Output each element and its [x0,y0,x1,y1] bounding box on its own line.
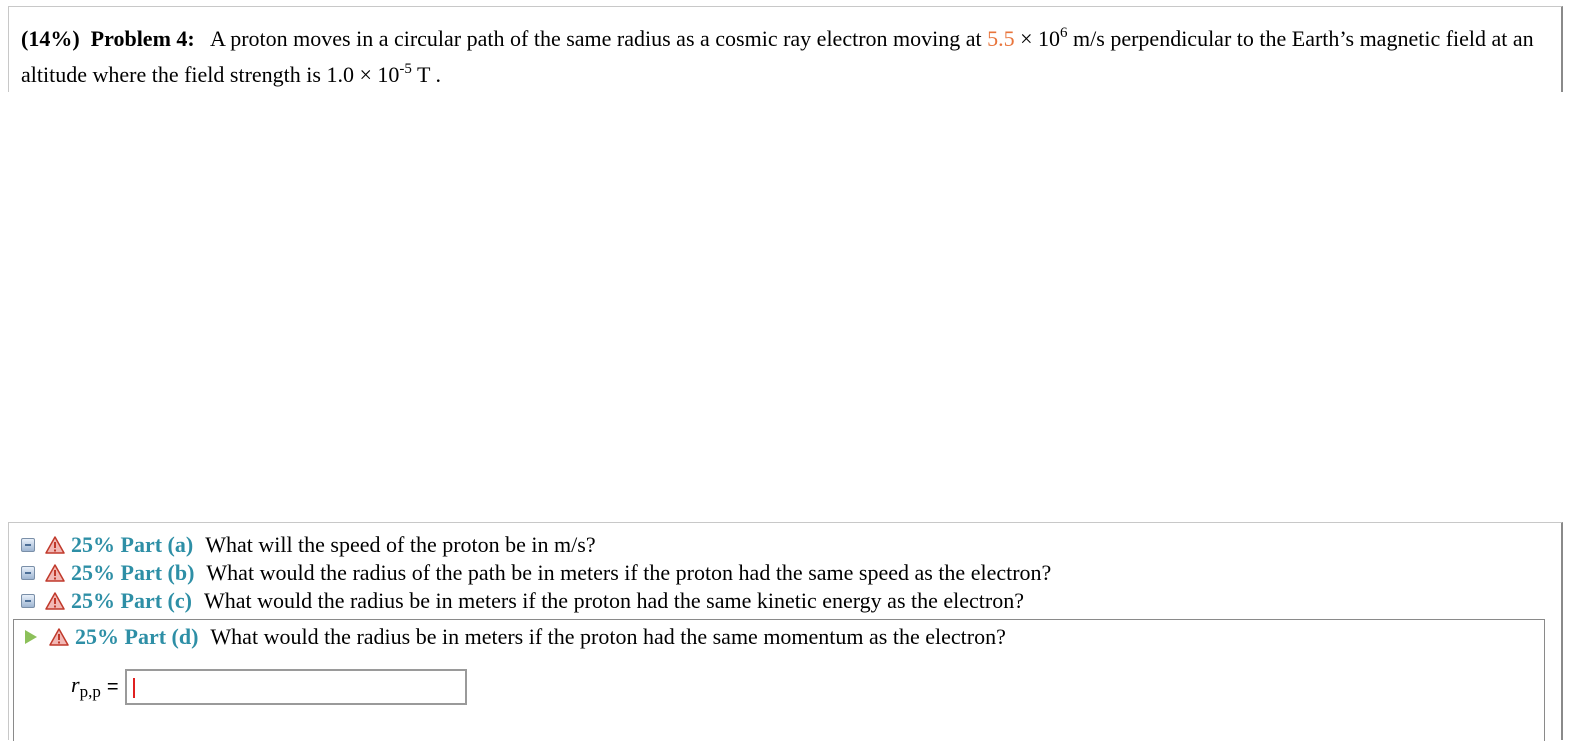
parts-panel [8,522,1563,740]
warning-icon [45,536,65,554]
minus-box-icon[interactable] [21,566,35,580]
part-a-row[interactable] [21,531,596,559]
variable-symbol: r [71,672,80,697]
minus-box-icon[interactable] [21,538,35,552]
problem-text-a: A proton moves in a circular path of the same radius as a cosmic ray electron moving at [210,26,988,51]
part-a-question: What will the speed of the proton be in m/s? [205,532,596,557]
part-d-label[interactable]: 25% Part (d) [75,624,199,649]
problem-text [21,21,1551,93]
variable-subscript: p,p [79,682,101,701]
part-d-question: What would the radius be in meters if the proton had the same momentum as the electron? [210,624,1006,649]
field-exponent: -5 [399,61,412,77]
part-d-row[interactable] [23,623,1006,651]
warning-icon [45,564,65,582]
play-arrow-icon[interactable] [25,630,37,644]
warning-icon [45,592,65,610]
answer-variable [71,672,101,702]
part-c-row[interactable] [21,587,1024,615]
text-caret [133,678,135,698]
speed-value: 5.5 [987,26,1015,51]
part-a-label[interactable]: 25% Part (a) [71,532,194,557]
part-c-label[interactable]: 25% Part (c) [71,588,192,613]
problem-text-c: T . [411,62,442,87]
warning-icon [49,628,69,646]
times-ten: × 10 [1014,26,1061,51]
part-b-label[interactable]: 25% Part (b) [71,560,195,585]
equals-sign: = [106,675,119,698]
part-c-question: What would the radius be in meters if the proton had the same kinetic energy as the electron? [203,588,1024,613]
problem-statement [8,6,1563,92]
part-b-row[interactable] [21,559,1051,587]
problem-text-b: m/s perpendicular to the Earth’s magnetic field at an altitude where the field strength is 1.0 × 10 [21,26,1534,87]
speed-exponent: 6 [1060,25,1068,41]
minus-box-icon[interactable] [21,594,35,608]
answer-row [71,669,467,705]
answer-input[interactable] [125,669,467,705]
part-b-question: What would the radius of the path be in meters if the proton had the same speed as the electron? [206,560,1052,585]
problem-title: Problem 4: [90,26,195,51]
problem-percent: (14%) [21,26,80,51]
